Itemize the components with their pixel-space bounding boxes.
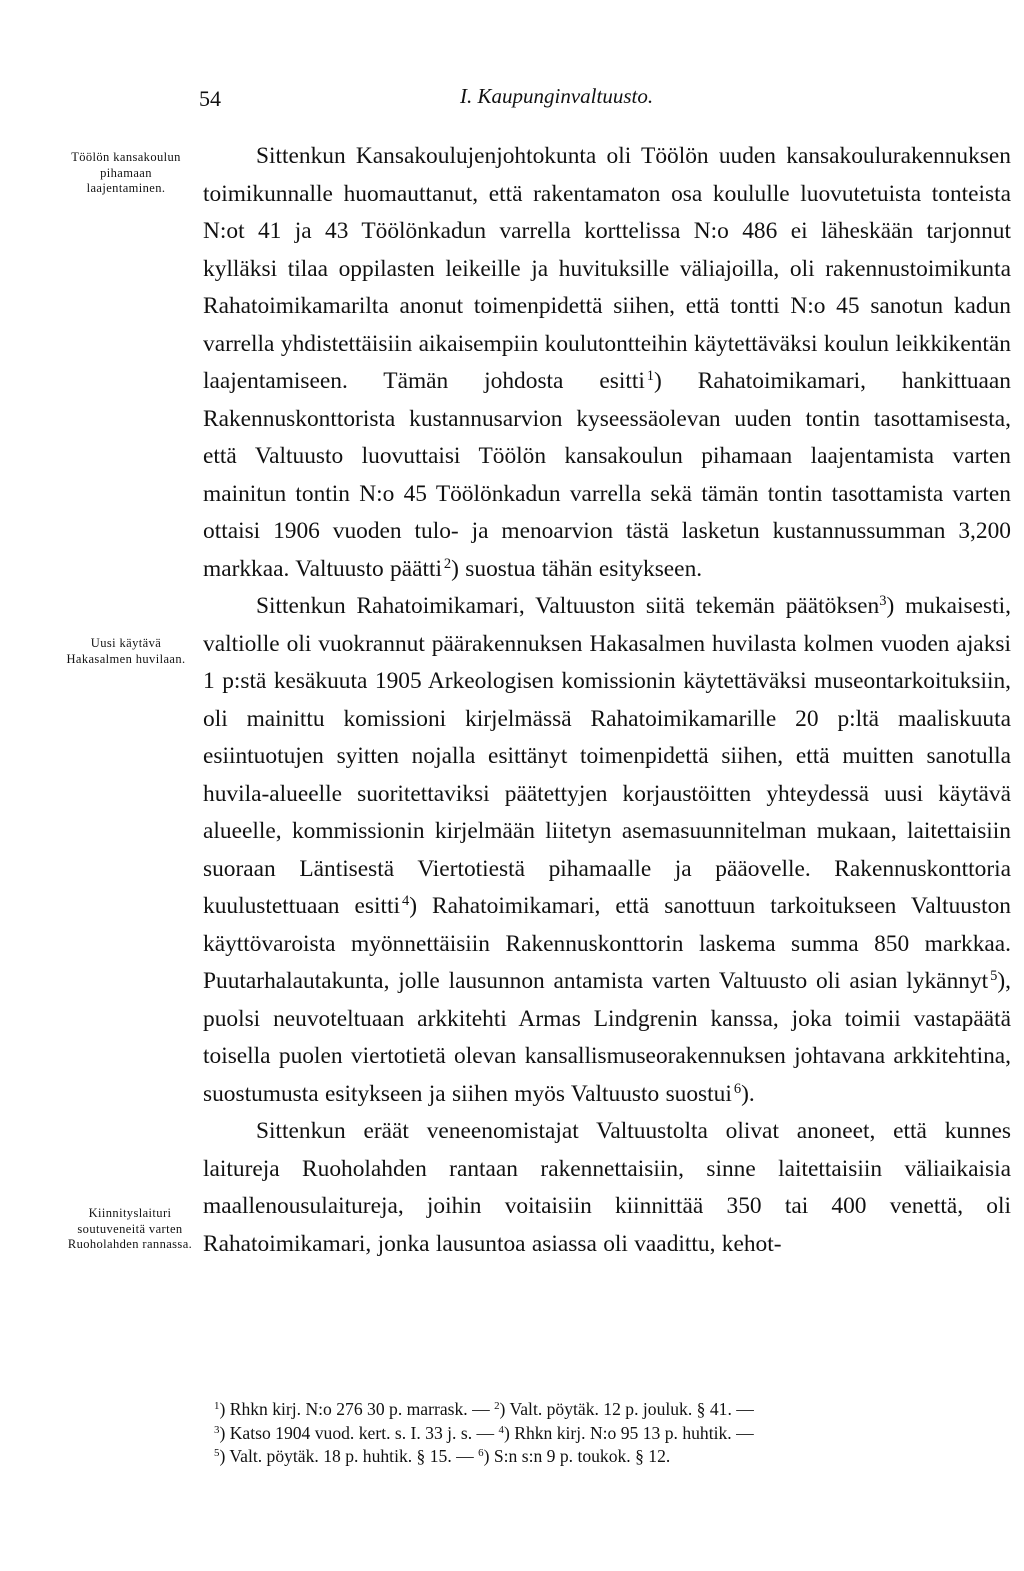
footnote-text: ) S:n s:n 9 p. toukok. § 12. — [483, 1446, 671, 1466]
paragraph-toolon-kansakoulu — [203, 138, 1011, 588]
paragraph-text: ) mukaisesti, valtiolle oli vuokrannut päärakennuksen Hakasalmen huvilasta kolmen vuoden ajaksi 1 p:stä kesäkuuta 1905 Arkeologisen komissionin käytettäväksi museontarkoituksiin, oli mainittu komissioni kirjelmässä Rahatoimikamarille 20 p:ltä maaliskuuta esiintuotujen syitten nojalla esittänyt toimenpidettä siihen, että muitten sanotulla huvila-alueelle suoritettaviksi päätettyjen korjaustöitten yhteydessä uusi käytävä alueelle, kommissionin kirjelmään liitetyn asemasuunnitelman mukaan, laitettaisiin suoraan Läntisestä Viertotiestä pihamaalle ja pääovelle. Rakennuskonttoria kuulustettuaan esitti — [203, 593, 1011, 919]
footnote-text: ) Katso 1904 vuod. kert. s. I. 33 j. s. — — [219, 1422, 499, 1443]
footnote-mark: 3 — [214, 1423, 220, 1436]
footnotes — [214, 1398, 1014, 1469]
page-number: 54 — [199, 86, 221, 111]
footnote-ref: 4 — [401, 893, 410, 910]
paragraph-text: ). — [741, 1080, 755, 1107]
margin-note-toolon-kansakoulu: Töölön kansakoulun pihamaan laajentaminen. — [71, 150, 181, 195]
footnote-text: ) Rhkn kirj. N:o 95 13 p. huhtik. — — [503, 1422, 754, 1443]
paragraph-hakasalmi — [203, 588, 1011, 1113]
paragraph-text: Sittenkun Rahatoimikamari, Valtuuston siitä tekemän päätöksen — [256, 593, 880, 619]
footnote-line — [214, 1398, 1014, 1422]
paragraph-text: ), puolsi neuvoteltuaan arkkitehti Armas Lindgrenin kanssa, joka toimii vastapäätä toisella puolen viertotietä olevan kansallismuseorakennuksen johtavana arkkitehtina, suostumusta esitykseen ja siihen myös Valtuusto suostui — [203, 968, 1011, 1107]
paragraph-text: Sittenkun Kansakoulujenjohtokunta oli Töölön uuden kansakoulurakennuksen toimikunnalle huomauttanut, että rakentamaton osa koululle luovutetuista tonteista N:ot 41 ja 43 Töölönkadun varrella korttelissa N:o 486 ei läheskään tarjonnut kylläksi tilaa oppilasten leikeille ja huvituksille väliajoilla, oli rakennustoimikunta Rahatoimikamarilta anonut toimenpidettä siihen, että tontti N:o 45 sanotun kadun varrella yhdistettäisiin aikaisempiin koulutontteihin käytettäväksi koulun leikkikentän laajentamiseen. Tämän johdosta esitti — [203, 143, 1011, 394]
margin-note-kiinnityslaituri: Kiinnityslaituri soutuveneitä varten Ruoholahden rannassa. — [67, 1206, 193, 1251]
footnote-ref: 3 — [879, 593, 887, 610]
footnote-mark: 5 — [214, 1447, 220, 1459]
paragraph-kiinnityslaituri — [203, 1113, 1011, 1263]
footnote-mark: 1 — [214, 1400, 220, 1412]
footnote-text: ) Valt. pöytäk. 18 p. huhtik. § 15. — — [219, 1446, 479, 1466]
footnote-ref: 1 — [646, 368, 655, 385]
footnote-text: ) Rhkn kirj. N:o 276 30 p. marrask. — — [219, 1399, 495, 1419]
running-head: I. Kaupunginvaltuusto. — [460, 84, 654, 108]
footnote-mark: 4 — [498, 1423, 504, 1436]
paragraph-text: ) Rahatoimikamari, hankittuaan Rakennuskonttorista kustannusarvion kyseessäolevan uuden tontin tasottamisesta, että Valtuusto luovuttaisi Töölön kansakoulun pihamaan laajentamista varten mainitun tontin N:o 45 Töölönkadun varrella sekä tämän tontin tasottamista varten ottaisi 1906 vuoden tulo- ja menoarvion tästä lasketun kustannussumman 3,200 markkaa. Valtuusto päätti — [203, 368, 1011, 582]
footnote-ref: 2 — [443, 555, 452, 572]
footnote-ref: 5 — [990, 968, 998, 985]
footnote-line — [214, 1445, 1014, 1469]
margin-note-hakasalmi: Uusi käytävä Hakasalmen huvilaan. — [66, 636, 186, 666]
footnote-line — [214, 1422, 1014, 1446]
footnote-text: ) Valt. pöytäk. 12 p. jouluk. § 41. — — [499, 1399, 754, 1419]
paragraph-text: ) Rahatoimikamari, että sanottuun tarkoitukseen Valtuuston käyttövaroista myönnettäisiin Rakennuskonttorin laskema summa 850 markkaa. Puutarhalautakunta, jolle lausunnon antamista varten Valtuusto oli asian lykännyt — [203, 893, 1011, 994]
footnote-mark: 2 — [494, 1400, 500, 1412]
footnote-ref: 6 — [733, 1080, 742, 1097]
body-text — [203, 138, 1011, 1263]
paragraph-text: Sittenkun eräät veneenomistajat Valtuustolta olivat anoneet, että kunnes laitureja Ruoholahden rantaan rakennettaisiin, sinne laitettaisiin väliaikaisia maallenousulaitureja, joihin voitaisiin kiinnittää 350 tai 400 venettä, oli Rahatoimikamari, jonka lausuntoa asiassa oli vaadittu, kehot- — [203, 1118, 1011, 1257]
paragraph-text: ) suostua tähän esitykseen. — [451, 555, 703, 582]
footnote-mark: 6 — [478, 1447, 484, 1459]
